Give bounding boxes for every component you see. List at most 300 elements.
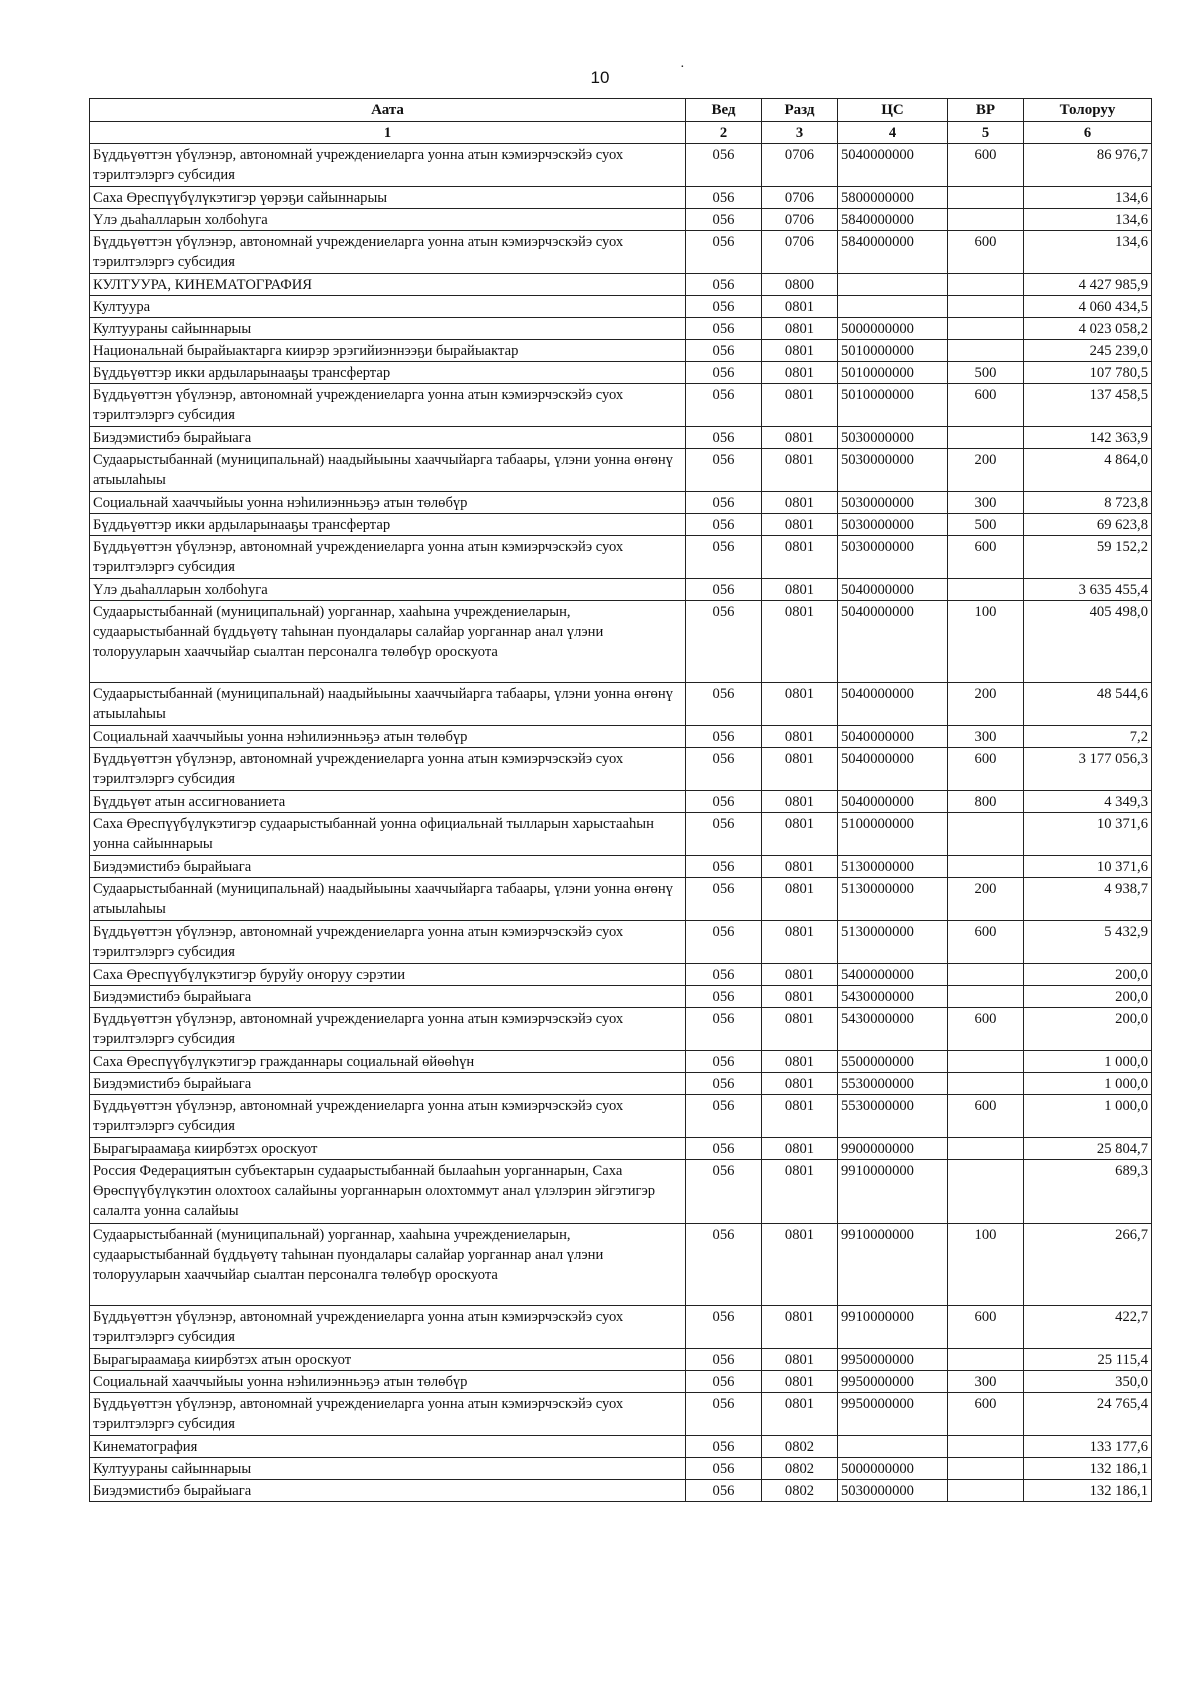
cell-ved: 056: [686, 514, 762, 536]
table-row: [90, 492, 1152, 514]
cell-vr: 200: [948, 878, 1024, 921]
table-row: [90, 144, 1152, 187]
cell-cs: 5530000000: [838, 1095, 948, 1138]
cell-cs: [838, 296, 948, 318]
cell-sum: 132 186,1: [1024, 1458, 1152, 1480]
table-row: [90, 1306, 1152, 1349]
cell-cs: 5040000000: [838, 579, 948, 601]
col-number: 6: [1024, 122, 1152, 144]
cell-cs: 5010000000: [838, 362, 948, 384]
cell-name: Биэдэмистибэ бырайыага: [90, 986, 686, 1008]
cell-cs: 5030000000: [838, 492, 948, 514]
cell-ved: 056: [686, 1480, 762, 1502]
cell-name: Судаарыстыбаннай (муниципальнай) наадыйыыны хааччыйарга табаары, үлэни уонна өҥөнү атыылаһыы: [90, 878, 686, 921]
table-row: [90, 986, 1152, 1008]
col-number: 5: [948, 122, 1024, 144]
cell-vr: [948, 1160, 1024, 1224]
table-row: [90, 209, 1152, 231]
cell-sum: 1 000,0: [1024, 1051, 1152, 1073]
table-row: [90, 187, 1152, 209]
cell-name: Судаарыстыбаннай (муниципальнай) уорганнар, хааһына учреждениеларын, судаарыстыбаннай бүддьүөтү таһынан пуондалары салайар уорганнар анал үлэни толорууларын хааччыйар сыалтан персоналга төлөбүр ороскуота: [90, 1224, 686, 1306]
table-row: [90, 536, 1152, 579]
cell-razd: 0802: [762, 1436, 838, 1458]
col-number: 2: [686, 122, 762, 144]
col-header-name: Аата: [90, 99, 686, 122]
cell-sum: 4 060 434,5: [1024, 296, 1152, 318]
cell-razd: 0801: [762, 536, 838, 579]
col-number: 1: [90, 122, 686, 144]
cell-ved: 056: [686, 579, 762, 601]
cell-ved: 056: [686, 449, 762, 492]
cell-ved: 056: [686, 1349, 762, 1371]
table-row: [90, 1008, 1152, 1051]
cell-vr: 600: [948, 748, 1024, 791]
col-header-cs: ЦС: [838, 99, 948, 122]
cell-sum: 48 544,6: [1024, 683, 1152, 726]
table-row: [90, 964, 1152, 986]
cell-cs: 5800000000: [838, 187, 948, 209]
cell-vr: [948, 813, 1024, 856]
table-row: [90, 384, 1152, 427]
cell-name: Судаарыстыбаннай (муниципальнай) наадыйыыны хааччыйарга табаары, үлэни уонна өҥөнү атыылаһыы: [90, 683, 686, 726]
table-row: [90, 1349, 1152, 1371]
cell-ved: 056: [686, 536, 762, 579]
cell-vr: [948, 274, 1024, 296]
cell-razd: 0801: [762, 296, 838, 318]
cell-name: Судаарыстыбаннай (муниципальнай) наадыйыыны хааччыйарга табаары, үлэни уонна өҥөнү атыылаһыы: [90, 449, 686, 492]
cell-sum: 134,6: [1024, 209, 1152, 231]
cell-name: Саха Өреспүүбүлүкэтигэр буруйу оҥоруу сэрэтии: [90, 964, 686, 986]
cell-name: Бүддьүөттэр икки ардыларынааҕы трансфертар: [90, 514, 686, 536]
cell-ved: 056: [686, 726, 762, 748]
table-row: [90, 1095, 1152, 1138]
cell-vr: 800: [948, 791, 1024, 813]
cell-vr: 100: [948, 1224, 1024, 1306]
cell-name: Бүддьүөттэр икки ардыларынааҕы трансфертар: [90, 362, 686, 384]
cell-razd: 0801: [762, 1371, 838, 1393]
cell-vr: 300: [948, 492, 1024, 514]
cell-ved: 056: [686, 1051, 762, 1073]
cell-sum: 3 177 056,3: [1024, 748, 1152, 791]
table-header-row: [90, 99, 1152, 122]
cell-razd: 0801: [762, 1073, 838, 1095]
cell-name: Биэдэмистибэ бырайыага: [90, 1073, 686, 1095]
cell-name: Саха Өреспүүбүлүкэтигэр үөрэҕи сайыннарыы: [90, 187, 686, 209]
table-row: [90, 813, 1152, 856]
cell-sum: 25 804,7: [1024, 1138, 1152, 1160]
cell-vr: [948, 986, 1024, 1008]
cell-vr: 600: [948, 536, 1024, 579]
col-header-ved: Вед: [686, 99, 762, 122]
cell-sum: 7,2: [1024, 726, 1152, 748]
cell-ved: 056: [686, 187, 762, 209]
cell-name: Бүддьүөттэн үбүлэнэр, автономнай учреждениеларга уонна атын кэмиэрчэскэйэ суох тэрилтэлэргэ субсидия: [90, 144, 686, 187]
cell-razd: 0801: [762, 1138, 838, 1160]
cell-razd: 0802: [762, 1480, 838, 1502]
cell-vr: 600: [948, 1095, 1024, 1138]
table-row: [90, 1138, 1152, 1160]
cell-cs: 5430000000: [838, 986, 948, 1008]
table-row: [90, 726, 1152, 748]
cell-ved: 056: [686, 1138, 762, 1160]
cell-name: Саха Өреспүүбүлүкэтигэр гражданнары социальнай өйөөһүн: [90, 1051, 686, 1073]
table-row: [90, 340, 1152, 362]
table-row: [90, 748, 1152, 791]
cell-sum: 137 458,5: [1024, 384, 1152, 427]
scan-speck: ·: [680, 60, 685, 75]
table-row: [90, 318, 1152, 340]
cell-razd: 0801: [762, 791, 838, 813]
cell-sum: 4 938,7: [1024, 878, 1152, 921]
budget-table: [89, 98, 1152, 1502]
cell-ved: 056: [686, 1073, 762, 1095]
table-row: [90, 1073, 1152, 1095]
cell-razd: 0800: [762, 274, 838, 296]
cell-cs: 5040000000: [838, 601, 948, 683]
cell-vr: 200: [948, 683, 1024, 726]
cell-vr: [948, 296, 1024, 318]
col-number: 3: [762, 122, 838, 144]
cell-cs: 9910000000: [838, 1160, 948, 1224]
cell-cs: 5130000000: [838, 878, 948, 921]
cell-razd: 0801: [762, 427, 838, 449]
cell-cs: 5040000000: [838, 683, 948, 726]
cell-razd: 0801: [762, 1393, 838, 1436]
cell-sum: 350,0: [1024, 1371, 1152, 1393]
cell-razd: 0801: [762, 579, 838, 601]
cell-vr: 600: [948, 921, 1024, 964]
col-number: 4: [838, 122, 948, 144]
cell-name: Бырагыраамаҕа киирбэтэх атын ороскуот: [90, 1349, 686, 1371]
cell-ved: 056: [686, 492, 762, 514]
cell-name: Биэдэмистибэ бырайыага: [90, 427, 686, 449]
cell-sum: 4 349,3: [1024, 791, 1152, 813]
cell-razd: 0801: [762, 1051, 838, 1073]
cell-sum: 142 363,9: [1024, 427, 1152, 449]
cell-name: Үлэ дьаһалларын холбоһуга: [90, 209, 686, 231]
cell-ved: 056: [686, 878, 762, 921]
cell-name: Бүддьүөттэн үбүлэнэр, автономнай учреждениеларга уонна атын кэмиэрчэскэйэ суох тэрилтэлэргэ субсидия: [90, 1095, 686, 1138]
cell-name: Социальнай хааччыйыы уонна нэһилиэнньэҕэ атын төлөбүр: [90, 726, 686, 748]
cell-vr: [948, 187, 1024, 209]
cell-cs: 9910000000: [838, 1224, 948, 1306]
table-row: [90, 1458, 1152, 1480]
cell-sum: 134,6: [1024, 187, 1152, 209]
cell-sum: 4 023 058,2: [1024, 318, 1152, 340]
cell-ved: 056: [686, 318, 762, 340]
cell-vr: 300: [948, 726, 1024, 748]
cell-cs: 5130000000: [838, 921, 948, 964]
table-row: [90, 1051, 1152, 1073]
cell-razd: 0801: [762, 964, 838, 986]
cell-cs: 5840000000: [838, 209, 948, 231]
table-row: [90, 296, 1152, 318]
cell-razd: 0801: [762, 1306, 838, 1349]
cell-cs: 5030000000: [838, 1480, 948, 1502]
cell-razd: 0801: [762, 492, 838, 514]
cell-razd: 0801: [762, 1349, 838, 1371]
cell-name: Бүддьүөттэн үбүлэнэр, автономнай учреждениеларга уонна атын кэмиэрчэскэйэ суох тэрилтэлэргэ субсидия: [90, 921, 686, 964]
cell-razd: 0801: [762, 986, 838, 1008]
cell-cs: 5100000000: [838, 813, 948, 856]
cell-ved: 056: [686, 231, 762, 274]
cell-cs: 9900000000: [838, 1138, 948, 1160]
cell-ved: 056: [686, 683, 762, 726]
cell-ved: 056: [686, 209, 762, 231]
cell-cs: 9950000000: [838, 1371, 948, 1393]
cell-sum: 1 000,0: [1024, 1095, 1152, 1138]
cell-cs: 5040000000: [838, 726, 948, 748]
cell-cs: [838, 1436, 948, 1458]
cell-name: Социальнай хааччыйыы уонна нэһилиэнньэҕэ атын төлөбүр: [90, 1371, 686, 1393]
cell-name: Биэдэмистибэ бырайыага: [90, 1480, 686, 1502]
cell-sum: 200,0: [1024, 964, 1152, 986]
cell-name: КУЛТУУРА, КИНЕМАТОГРАФИЯ: [90, 274, 686, 296]
table-row: [90, 683, 1152, 726]
table-row: [90, 856, 1152, 878]
cell-sum: 200,0: [1024, 986, 1152, 1008]
cell-vr: [948, 1138, 1024, 1160]
cell-cs: 5040000000: [838, 791, 948, 813]
cell-cs: 5030000000: [838, 427, 948, 449]
cell-sum: 24 765,4: [1024, 1393, 1152, 1436]
table-row: [90, 1393, 1152, 1436]
cell-vr: [948, 1480, 1024, 1502]
cell-cs: 5430000000: [838, 1008, 948, 1051]
cell-ved: 056: [686, 1160, 762, 1224]
cell-ved: 056: [686, 362, 762, 384]
cell-name: Национальнай бырайыактарга киирэр эрэгийиэннээҕи бырайыактар: [90, 340, 686, 362]
cell-name: Бүддьүөттэн үбүлэнэр, автономнай учреждениеларга уонна атын кэмиэрчэскэйэ суох тэрилтэлэргэ субсидия: [90, 231, 686, 274]
cell-vr: [948, 579, 1024, 601]
cell-ved: 056: [686, 1436, 762, 1458]
cell-name: Бүддьүөттэн үбүлэнэр, автономнай учреждениеларга уонна атын кэмиэрчэскэйэ суох тэрилтэлэргэ субсидия: [90, 1306, 686, 1349]
cell-sum: 266,7: [1024, 1224, 1152, 1306]
cell-name: Бүддьүөттэн үбүлэнэр, автономнай учреждениеларга уонна атын кэмиэрчэскэйэ суох тэрилтэлэргэ субсидия: [90, 384, 686, 427]
cell-vr: [948, 209, 1024, 231]
cell-ved: 056: [686, 340, 762, 362]
cell-sum: 4 864,0: [1024, 449, 1152, 492]
cell-ved: 056: [686, 601, 762, 683]
cell-name: Бүддьүөттэн үбүлэнэр, автономнай учреждениеларга уонна атын кэмиэрчэскэйэ суох тэрилтэлэргэ субсидия: [90, 748, 686, 791]
cell-name: Үлэ дьаһалларын холбоһуга: [90, 579, 686, 601]
cell-razd: 0801: [762, 1224, 838, 1306]
cell-sum: 25 115,4: [1024, 1349, 1152, 1371]
cell-ved: 056: [686, 986, 762, 1008]
cell-razd: 0801: [762, 601, 838, 683]
page-number: 10: [590, 68, 610, 87]
cell-sum: 405 498,0: [1024, 601, 1152, 683]
cell-razd: 0801: [762, 1160, 838, 1224]
cell-ved: 056: [686, 1306, 762, 1349]
cell-sum: 134,6: [1024, 231, 1152, 274]
cell-ved: 056: [686, 748, 762, 791]
cell-name: Култуураны сайыннарыы: [90, 1458, 686, 1480]
cell-razd: 0801: [762, 362, 838, 384]
table-row: [90, 427, 1152, 449]
cell-name: Култуура: [90, 296, 686, 318]
column-number-row: [90, 122, 1152, 144]
cell-name: Култуураны сайыннарыы: [90, 318, 686, 340]
table-row: [90, 514, 1152, 536]
cell-vr: 600: [948, 1393, 1024, 1436]
cell-vr: 500: [948, 514, 1024, 536]
col-header-vr: ВР: [948, 99, 1024, 122]
cell-name: Судаарыстыбаннай (муниципальнай) уорганнар, хааһына учреждениеларын, судаарыстыбаннай бүддьүөтү таһынан пуондалары салайар уорганнар анал үлэни толорууларын хааччыйар сыалтан персоналга төлөбүр ороскуота: [90, 601, 686, 683]
cell-vr: 600: [948, 384, 1024, 427]
cell-sum: 69 623,8: [1024, 514, 1152, 536]
cell-ved: 056: [686, 856, 762, 878]
cell-ved: 056: [686, 964, 762, 986]
col-header-sum: Толоруу: [1024, 99, 1152, 122]
table-row: [90, 362, 1152, 384]
cell-ved: 056: [686, 1393, 762, 1436]
cell-ved: 056: [686, 274, 762, 296]
cell-razd: 0801: [762, 318, 838, 340]
cell-vr: 500: [948, 362, 1024, 384]
cell-vr: [948, 1458, 1024, 1480]
cell-vr: [948, 1349, 1024, 1371]
cell-cs: 5000000000: [838, 318, 948, 340]
cell-vr: [948, 1051, 1024, 1073]
cell-name: Саха Өреспүүбүлүкэтигэр судаарыстыбаннай уонна официальнай тылларын харыстааһын уонна сайыннарыы: [90, 813, 686, 856]
cell-ved: 056: [686, 1458, 762, 1480]
cell-cs: 5530000000: [838, 1073, 948, 1095]
cell-name: Бүддьүөттэн үбүлэнэр, автономнай учреждениеларга уонна атын кэмиэрчэскэйэ суох тэрилтэлэргэ субсидия: [90, 536, 686, 579]
cell-ved: 056: [686, 144, 762, 187]
cell-name: Кинематография: [90, 1436, 686, 1458]
cell-ved: 056: [686, 427, 762, 449]
cell-sum: 422,7: [1024, 1306, 1152, 1349]
cell-sum: 107 780,5: [1024, 362, 1152, 384]
cell-razd: 0706: [762, 231, 838, 274]
cell-sum: 200,0: [1024, 1008, 1152, 1051]
cell-vr: 200: [948, 449, 1024, 492]
table-row: [90, 579, 1152, 601]
cell-razd: 0801: [762, 683, 838, 726]
cell-razd: 0802: [762, 1458, 838, 1480]
cell-ved: 056: [686, 1008, 762, 1051]
cell-razd: 0801: [762, 878, 838, 921]
table-row: [90, 878, 1152, 921]
table-row: [90, 1371, 1152, 1393]
cell-vr: 600: [948, 231, 1024, 274]
cell-cs: 9950000000: [838, 1393, 948, 1436]
cell-cs: 5010000000: [838, 384, 948, 427]
table-row: [90, 274, 1152, 296]
cell-razd: 0801: [762, 856, 838, 878]
cell-vr: [948, 964, 1024, 986]
cell-vr: [948, 340, 1024, 362]
cell-cs: 5040000000: [838, 144, 948, 187]
cell-ved: 056: [686, 791, 762, 813]
cell-sum: 10 371,6: [1024, 856, 1152, 878]
table-row: [90, 921, 1152, 964]
cell-vr: [948, 427, 1024, 449]
cell-sum: 132 186,1: [1024, 1480, 1152, 1502]
cell-razd: 0706: [762, 209, 838, 231]
table-row: [90, 1480, 1152, 1502]
cell-name: Социальнай хааччыйыы уонна нэһилиэнньэҕэ атын төлөбүр: [90, 492, 686, 514]
cell-razd: 0706: [762, 144, 838, 187]
cell-cs: 5840000000: [838, 231, 948, 274]
cell-vr: [948, 856, 1024, 878]
cell-razd: 0801: [762, 514, 838, 536]
cell-cs: 5030000000: [838, 514, 948, 536]
cell-razd: 0801: [762, 340, 838, 362]
table-row: [90, 1224, 1152, 1306]
cell-name: Бүддьүөттэн үбүлэнэр, автономнай учреждениеларга уонна атын кэмиэрчэскэйэ суох тэрилтэлэргэ субсидия: [90, 1008, 686, 1051]
cell-ved: 056: [686, 1224, 762, 1306]
cell-sum: 245 239,0: [1024, 340, 1152, 362]
cell-razd: 0801: [762, 813, 838, 856]
cell-sum: 59 152,2: [1024, 536, 1152, 579]
table-row: [90, 449, 1152, 492]
cell-razd: 0801: [762, 921, 838, 964]
cell-vr: [948, 318, 1024, 340]
cell-vr: [948, 1436, 1024, 1458]
cell-sum: 3 635 455,4: [1024, 579, 1152, 601]
col-header-razd: Разд: [762, 99, 838, 122]
cell-name: Россия Федерациятын субъектарын судаарыстыбаннай былааһын уорганнарын, Саха Өрөспүүбүлүкэтин олохтоох салайыны уорганнарын олохтоммут анал үлэлэрин эйгэтигэр салалта уонна салайыы: [90, 1160, 686, 1224]
cell-vr: 300: [948, 1371, 1024, 1393]
table-row: [90, 231, 1152, 274]
cell-cs: 5500000000: [838, 1051, 948, 1073]
cell-razd: 0801: [762, 384, 838, 427]
cell-sum: 86 976,7: [1024, 144, 1152, 187]
cell-name: Бүддьүөт атын ассигнованиета: [90, 791, 686, 813]
cell-name: Бүддьүөттэн үбүлэнэр, автономнай учреждениеларга уонна атын кэмиэрчэскэйэ суох тэрилтэлэргэ субсидия: [90, 1393, 686, 1436]
cell-ved: 056: [686, 296, 762, 318]
cell-sum: 1 000,0: [1024, 1073, 1152, 1095]
cell-sum: 10 371,6: [1024, 813, 1152, 856]
cell-name: Бырагыраамаҕа киирбэтэх ороскуот: [90, 1138, 686, 1160]
cell-ved: 056: [686, 813, 762, 856]
cell-vr: 600: [948, 1306, 1024, 1349]
table-body: [90, 144, 1152, 1502]
cell-cs: [838, 274, 948, 296]
cell-cs: 5030000000: [838, 536, 948, 579]
cell-cs: 5040000000: [838, 748, 948, 791]
cell-razd: 0801: [762, 748, 838, 791]
cell-razd: 0801: [762, 1008, 838, 1051]
cell-razd: 0801: [762, 1095, 838, 1138]
cell-cs: 5010000000: [838, 340, 948, 362]
cell-cs: 9950000000: [838, 1349, 948, 1371]
cell-ved: 056: [686, 1371, 762, 1393]
cell-cs: 5130000000: [838, 856, 948, 878]
cell-cs: 9910000000: [838, 1306, 948, 1349]
cell-name: Биэдэмистибэ бырайыага: [90, 856, 686, 878]
cell-vr: 600: [948, 144, 1024, 187]
table-row: [90, 791, 1152, 813]
cell-ved: 056: [686, 1095, 762, 1138]
cell-cs: 5030000000: [838, 449, 948, 492]
table-row: [90, 1160, 1152, 1224]
cell-razd: 0801: [762, 449, 838, 492]
cell-vr: 100: [948, 601, 1024, 683]
cell-razd: 0801: [762, 726, 838, 748]
table-row: [90, 601, 1152, 683]
cell-ved: 056: [686, 384, 762, 427]
cell-sum: 689,3: [1024, 1160, 1152, 1224]
cell-sum: 4 427 985,9: [1024, 274, 1152, 296]
cell-razd: 0706: [762, 187, 838, 209]
cell-vr: [948, 1073, 1024, 1095]
cell-sum: 5 432,9: [1024, 921, 1152, 964]
cell-sum: 133 177,6: [1024, 1436, 1152, 1458]
cell-vr: 600: [948, 1008, 1024, 1051]
